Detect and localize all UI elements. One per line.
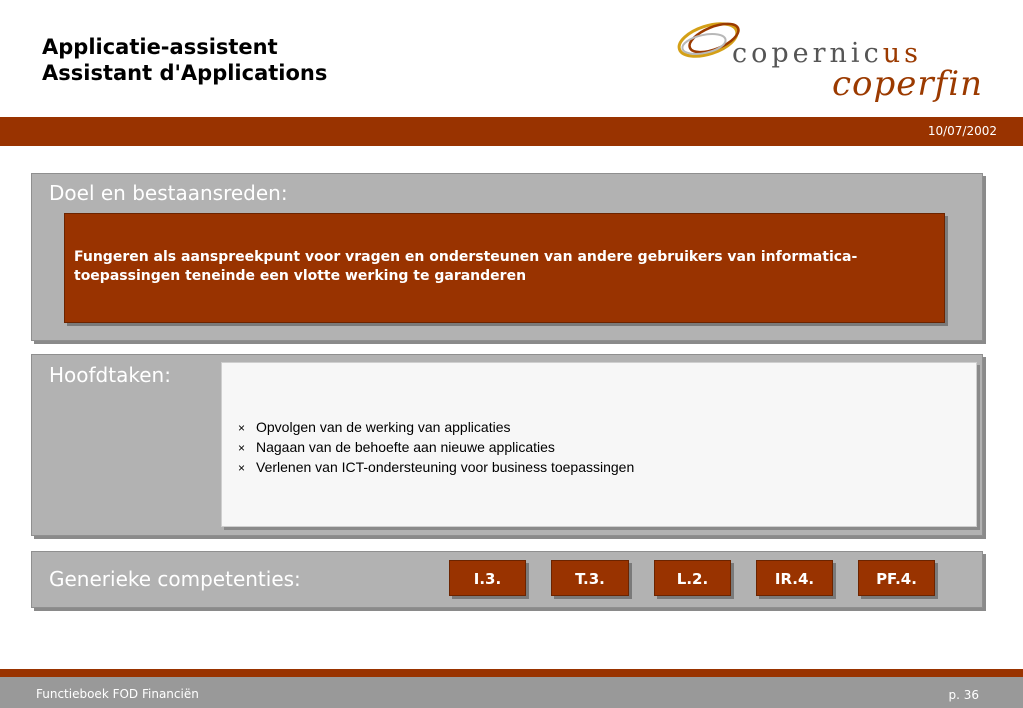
top-bar: [0, 117, 1023, 146]
competency-badge-t3: T.3.: [551, 560, 629, 596]
competency-badge-l2: L.2.: [654, 560, 731, 596]
tasks-panel: [31, 354, 983, 536]
competencies-label: Generieke competenties:: [49, 567, 301, 591]
title-line-1: Applicatie-assistent: [42, 35, 278, 59]
purpose-panel: [31, 173, 983, 341]
page-title: [42, 34, 327, 86]
competency-badge-i3: I.3.: [449, 560, 526, 596]
date-label: 10/07/2002: [927, 124, 997, 138]
tasks-label: Hoofdtaken:: [49, 363, 171, 387]
title-line-2: Assistant d'Applications: [42, 61, 328, 85]
tasks-list: [238, 418, 634, 478]
cross-bullet-icon: ×: [238, 441, 246, 455]
tasks-box: [221, 362, 977, 527]
task-item: × Verlenen van ICT-ondersteuning voor business toepassingen: [238, 458, 634, 478]
competency-badge-ir4: IR.4.: [756, 560, 833, 596]
task-item: × Opvolgen van de werking van applicaties: [238, 418, 634, 438]
page-number: p. 36: [948, 688, 979, 702]
copernicus-logo-text: copernicus: [732, 38, 922, 69]
competency-badge-pf4: PF.4.: [858, 560, 935, 596]
footer: [0, 677, 1023, 708]
cross-bullet-icon: ×: [238, 461, 246, 475]
coperfin-logo-text: coperfin: [832, 64, 984, 104]
purpose-text-box: [64, 213, 945, 323]
footer-title: Functieboek FOD Financiën: [36, 687, 199, 701]
bottom-bar: [0, 669, 1023, 677]
purpose-label: Doel en bestaansreden:: [49, 181, 288, 205]
cross-bullet-icon: ×: [238, 421, 246, 435]
task-item: × Nagaan van de behoefte aan nieuwe applicaties: [238, 438, 634, 458]
purpose-text: Fungeren als aanspreekpunt voor vragen en ondersteunen van andere gebruikers van informatica-toepassingen teneinde een vlotte werking te garanderen: [74, 249, 858, 284]
